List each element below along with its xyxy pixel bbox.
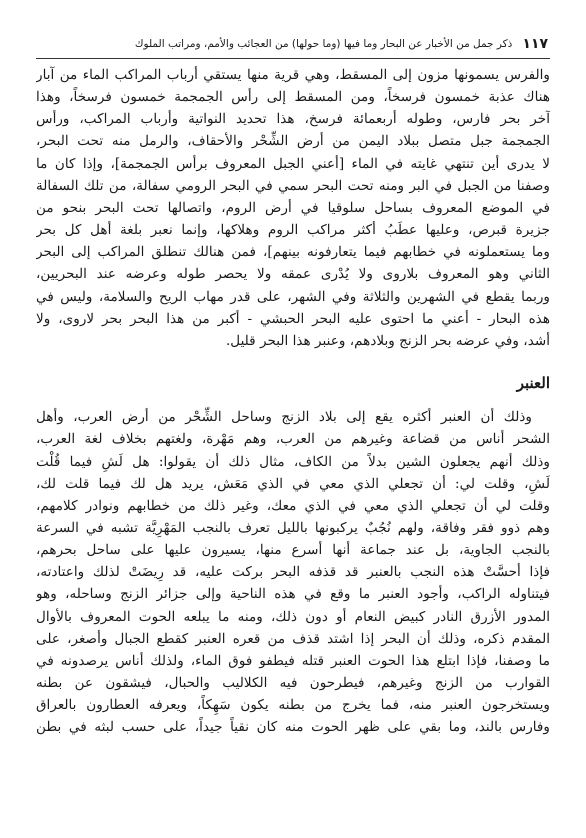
- paragraph-two: [36, 406, 550, 738]
- running-title: ذكر جمل من الأخبار عن البحار وما فيها (وما حولها) من العجائب والأمم، ومراتب الملوك: [134, 38, 513, 50]
- text-line: وصفنا من الجبل في البر ومنه تحت البحر سمي في البحر الرومي سفالة، من تلك السفالة: [36, 177, 550, 194]
- text-line: هذه البحار - أعني ما احتوى عليه البحر الحبشي - أكبر من هذا البحر بحر لاروى، ولا: [36, 310, 550, 327]
- text-line: جزيرة قبرص، وعليها عطَبُ أكثر مراكب الروم وهلاكها، وإنما نعبر بلغة أهل كل بحر: [36, 222, 550, 239]
- text-line: وذلك أنهم يجعلون الشين بدلاً من الكاف، مثال ذلك أن يقولوا: هل لَشِ فيما قُلْت: [36, 453, 550, 470]
- text-line: لَشِ، وقلت لي: أن تجعلي الذي معي في الذي مَعَش، يريد هل لك فيما قلت لك،: [36, 475, 550, 492]
- text-line: الشحر أناس من قضاعة وغيرهم من العرب، وهم مَهْرة، ولغتهم بخلاف لغة العرب،: [36, 431, 550, 448]
- text-line: فإذا أحسَّتْ هذه النجب بالعنبر قد قذفه البحر بركت عليه، قد رِيضَتْ لذلك واعتادته،: [36, 564, 550, 581]
- page-header: [38, 32, 548, 56]
- text-line: المدور الأزرق النادر كبيض النعام أو دون ذلك، ومنه ما يبلعه الحوت المعروف بالأوال: [36, 608, 550, 625]
- text-line: ما وصفنا، فإذا ابتلع هذا الحوت العنبر قتله فيطفو فوق الماء، ولذلك أناس يرصدونه في: [36, 652, 550, 669]
- text-line: وذلك أن العنبر أكثره يقع إلى بلاد الزنج وساحل الشِّحْر من أرض العرب، وأهل: [36, 409, 532, 426]
- text-line: والفرس يسمونها مزون إلى المسقط، وهي قرية منها يستقي أرباب المراكب الماء من آبار: [36, 67, 550, 83]
- text-line: في الموضع المعروف بساحل سلوقيا في أرض الروم، واتصالها تحت البحر بنحو من: [36, 199, 550, 216]
- text-line: وربما يقطع في الشهرين والثلاثة وفي الشهر، على قدر مهاب الريح والسلامة، وليس في: [36, 288, 550, 305]
- header-rule: [36, 58, 550, 59]
- text-line: آخر بحر فارس، وطوله أربعمائة فرسخ، هذا تحديد النواتية وأرباب المراكب، ورأس: [36, 111, 550, 128]
- text-line: القوارب من الزنج وغيرهم، فيطرحون فيه الكلاليب والحبال، فيشقون عن بطنه: [36, 675, 550, 692]
- page-number: ١١٧: [522, 36, 548, 52]
- text-line: لا يدرى أين تنتهي غايته في الماء [أعني الجبل المعروف برأس الجمجمة]، وإذا كان ما: [36, 155, 550, 172]
- text-line: ويستخرجون العنبر منه، فما يخرج من بطنه يكون سَهِكاً، ويعرفه العطارون بالعراق: [36, 697, 550, 714]
- text-line: وهم ذوو فقر وفاقة، ولهم نُجُبٌ يركبونها بالليل تعرف بالنجب المَهْرِيَّة تشبه في السرعة: [36, 519, 550, 536]
- text-line: الثاني وهو المعروف بلاروى ولا يُدْرى عمقه ولا يحصر طوله وعرضه عند البحريين،: [36, 266, 550, 283]
- text-line: وما يستعملونه في خطابهم فيما يتعارفونه بينهم]، فمن هنالك تنطلق المراكب إلى البحر: [36, 244, 550, 261]
- text-line: وقلت لي أن تجعلي الذي معي في الذي معك، وغير ذلك من خطابهم ونوادر كلامهم،: [36, 497, 550, 514]
- text-line: بالنجب الجاوية، بل عند جماعة أنها أسرع منها، يسيرون عليها على ساحل بحرهم،: [36, 542, 550, 559]
- text-line: وفارس بالند، وما بقي على ظهر الحوت منه كان نقياً جيداً، على حسب لبثه في بطن: [36, 719, 550, 736]
- text-line: المقدم ذكره، وذلك أن البحر إذا اشتد قذف من قعره العنبر كقطع الجبال وأصغر، على: [36, 630, 550, 647]
- text-line: أشد، وفي عرضه بحر الزنج وبلادهم، وعنبر هذا البحر قليل.: [225, 332, 550, 349]
- section-heading: العنبر: [516, 374, 550, 393]
- text-line: فيتناوله الراكب، وأجود العنبر ما وقع في هذه الناحية وإلى جزائر الزنج وساحله، وهو: [36, 586, 550, 603]
- page-body: [36, 64, 550, 739]
- text-line: هناك عذبة خمسون فرسخاً، ومن المسقط إلى رأس الجمجمة خمسون فرسخاً، وهذا: [36, 89, 550, 106]
- paragraph-one: [36, 64, 550, 352]
- text-line: الجمجمة جبل متصل ببلاد اليمن من أرض الشِّحْر والأحقاف، والرمل منه تحت البحر،: [36, 133, 550, 150]
